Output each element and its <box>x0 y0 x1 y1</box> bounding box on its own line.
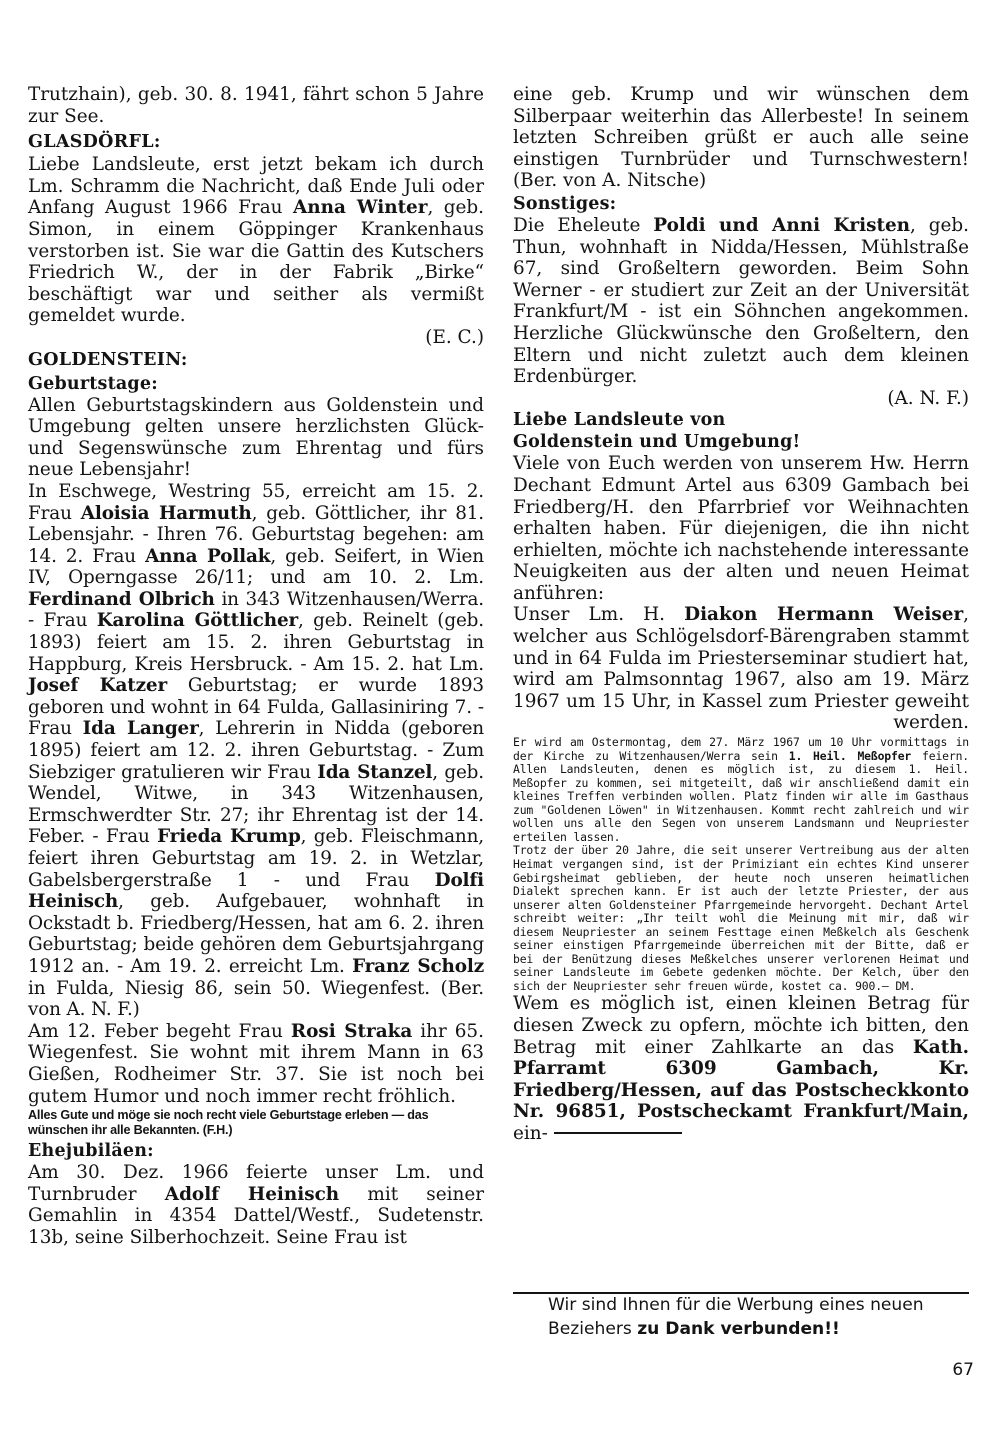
paragraph-trutzhain: Trutzhain), geb. 30. 8. 1941, fährt schon 5 Jahre zur See. <box>28 84 484 127</box>
name-franz-scholz: Franz Scholz <box>352 955 484 977</box>
paragraph-diakon-weiser: Unser Lm. H. Diakon Hermann Weiser, welcher aus Schlögelsdorf-Bärengraben stammt und in 64 Fulda im Priesterseminar studiert hat, wird am Palmsonntag 1967, also am 19. März 1967 um 15 Uhr, in Kassel zum Priester geweiht werden. <box>513 604 969 734</box>
name-anna-pollak: Anna Pollak <box>145 545 271 567</box>
heading-glasdoerfl: GLASDÖRFL: <box>28 132 161 153</box>
name-karolina-goettlicher: Karolina Göttlicher <box>96 610 299 632</box>
paragraph-ostermontag: Er wird am Ostermontag, dem 27. März 1967 um 10 Uhr vormittags in der Kirche zu Witzenhausen/Werra sein 1. Heil. Meßopfer feiern. Allen Landsleuten, denen es möglich ist, zu diesem 1. Heil. Meßopfer zu kommen, sei mitgeteilt, daß wir anschließend damit ein kleines Treffen verbinden wollen. Platz finden wir alle im Gasthaus zum "Goldenen Löwen" in Witzenhausen. Kommt recht zahlreich und wir wollen uns alle den Segen von unserem Landsmann und Neupriester erteilen lassen. <box>513 735 969 844</box>
paragraph-glasdoerfl: Liebe Landsleute, erst jetzt bekam ich durch Lm. Schramm die Nachricht, daß Ende Juli oder Anfang August 1966 Frau Anna Winter, geb. Simon, in einem Göppinger Krankenhaus verstorben ist. Sie war die Gattin des Kutschers Friedrich W., der in der Fabrik „Birke“ beschäftigt war und seither als vermißt gemeldet wurde. <box>28 154 485 327</box>
paragraph-pfarrbrief: Viele von Euch werden von unserem Hw. Herrn Dechant Edmunt Artel aus 6309 Gambach bei Friedberg/H. den Pfarrbrief vor Weihnachten erhalten haben. Für diejenigen, die ihn nicht erhielten, möchte ich nachstehende interessante Neuigkeiten aus der alten und neuen Heimat anführen: <box>513 453 969 604</box>
continuation-rule <box>554 1132 682 1134</box>
name-diakon-hermann-weiser: Diakon Hermann Weiser <box>684 604 964 626</box>
werbung-note: Wir sind Ihnen für die Werbung eines neuen Beziehers zu Dank verbunden!! <box>548 1295 924 1339</box>
text-pfarramt-konto: Kath. Pfarramt 6309 Gambach, Kr. Friedberg/Hessen, auf das Postscheckkonto Nr. 96851, Postscheckamt Frankfurt/Main, <box>513 1036 969 1123</box>
heading-geburtstage: Geburtstage: <box>28 373 158 394</box>
name-frieda-krump: Frieda Krump <box>157 826 301 848</box>
paragraph-primiziant: Trotz der über 20 Jahre, die seit unserer Vertreibung aus der alten Heimat vergangen sind, ist der Primiziant ein echtes Kind unserer Gebirgsheimat geblieben, der heute noch unseren heimatlichen Dialekt sprechen kann. Er ist auch der letzte Priester, der aus unserer alten Goldensteiner Pfarrgemeinde hervorgeht. Dechant Artel schreibt weiter: „Ihr teilt wohl die Meinung mit mir, daß wir diesem Neupriester an seinem Festtage einen Meßkelch als Geschenk seiner einstigen Pfarrgemeinde überreichen mit der Bitte, daß er bei der Benützung dieses Meßkelches unserer verlorenen Heimat und seiner Landsleute im Gebete gedenken möchte. Der Kelch, über den sich der Neupriester sehr freuen würde, kostet ca. 900.— DM. <box>513 843 969 993</box>
heading-goldenstein: GOLDENSTEIN: <box>28 349 188 370</box>
name-ida-stanzel: Ida Stanzel <box>317 761 433 783</box>
name-aloisia-harmuth: Aloisia Harmuth <box>80 502 252 524</box>
name-ida-langer: Ida Langer <box>82 718 199 740</box>
heading-sonstiges: Sonstiges: <box>513 193 617 214</box>
paragraph-greetings-fh: Alles Gute und möge sie noch recht viele Geburtstage erleben — das wünschen ihr alle Bekannten. (F.H.) <box>28 1108 429 1137</box>
left-column <box>28 84 484 1249</box>
name-ferdinand-olbrich: Ferdinand Olbrich <box>28 588 215 610</box>
name-dolfi-heinisch: Dolfi Heinisch <box>28 869 484 913</box>
name-adolf-heinisch: Adolf Heinisch <box>164 1183 340 1205</box>
signature-ec: (E. C.) <box>425 326 484 348</box>
text-heil-messopfer: 1. Heil. Meßopfer <box>788 748 912 763</box>
heading-ehejubilaeen: Ehejubiläen: <box>28 1141 154 1162</box>
right-column <box>513 84 969 1145</box>
paragraph-kristen: Die Eheleute Poldi und Anni Kristen, geb. Thun, wohnhaft in Nidda/Hessen, Mühlstraße 67, sind Großeltern geworden. Beim Sohn Werner - er studiert zur Zeit an der Universität Frankfurt/M - ist ein Söhnchen angekommen. Herzliche Glückwünsche den Großeltern, den Eltern und nicht zuletzt auch dem kleinen Erdenbürger. <box>513 214 969 388</box>
name-josef-katzer: Josef Katzer <box>28 675 167 697</box>
paragraph-rosi-straka: Am 12. Feber begeht Frau Rosi Straka ihr 65. Wiegenfest. Sie wohnt mit ihrem Mann in 63 Gießen, Rodheimer Str. 37. Sie ist noch bei gutem Humor und noch immer recht fröhlich. <box>28 1020 484 1107</box>
text-zu-dank-verbunden: zu Dank verbunden!! <box>637 1318 840 1339</box>
paragraph-ehejubilaeen: Am 30. Dez. 1966 feierte unser Lm. und Turnbruder Adolf Heinisch mit seiner Gemahlin in 4354 Dattel/Westf., Sudetenstr. 13b, seine Silberhochzeit. Seine Frau ist <box>28 1162 484 1248</box>
paragraph-spende: Wem es möglich ist, einen kleinen Betrag für diesen Zweck zu opfern, möchte ich bitten, den Betrag mit einer Zahlkarte an das Kath. Pfarramt 6309 Gambach, Kr. Friedberg/Hessen, auf das Postscheckkonto Nr. 96851, Postscheckamt Frankfurt/Main, ein- <box>513 993 969 1144</box>
heading-liebe-landsleute: Liebe Landsleute von Goldenstein und Umgebung! <box>513 410 801 453</box>
name-anna-winter: Anna Winter <box>292 197 428 219</box>
signature-anf: (A. N. F.) <box>887 387 969 409</box>
paragraph-birthdays: In Eschwege, Westring 55, erreicht am 15. 2. Frau Aloisia Harmuth, geb. Göttlicher, ihr 81. Lebensjahr. - Ihren 76. Geburtstag begehen: am 14. 2. Frau Anna Pollak, geb. Seifert, in Wien IV, Operngasse 26/11; und am 10. 2. Lm. Ferdinand Olbrich in 343 Witzenhausen/Werra. - Frau Karolina Göttlicher, geb. Reinelt (geb. 1893) feiert am 15. 2. ihren Geburtstag in Happburg, Kreis Hersbruck. - Am 15. 2. hat Lm. Josef Katzer Geburtstag; er wurde 1893 geboren und wohnt in 64 Fulda, Gallasiniring 7. - Frau Ida Langer, Lehrerin in Nidda (geboren 1895) feiert am 12. 2. ihren Geburtstag. - Zum Siebziger gratulieren wir Frau Ida Stanzel, geb. Wendel, Witwe, in 343 Witzenhausen, Ermschwerdter Str. 27; ihr Ehrentag ist der 14. Feber. - Frau Frieda Krump, geb. Fleischmann, feiert ihren Geburtstag am 19. 2. in Wetzlar, Gabelsbergerstraße 1 - und Frau Dolfi Heinisch, geb. Aufgebauer, wohnhaft in Ockstadt b. Friedberg/Hessen, hat am 6. 2. ihren Geburtstag; beide gehören dem Geburtsjahrgang 1912 an. - Am 19. 2. erreicht Lm. Franz Scholz in Fulda, Niesig 86, sein 50. Wiegenfest. (Ber. von A. N. F.) <box>28 480 485 1021</box>
paragraph-silberpaar: eine geb. Krump und wir wünschen dem Silberpaar weiterhin das Allerbeste! In seinem letzten Schreiben grüßt er auch alle seine einstigen Turnbrüder und Turnschwestern! (Ber. von A. Nitsche) <box>513 84 969 192</box>
name-poldi-anni-kristen: Poldi und Anni Kristen <box>653 214 911 236</box>
page-number: 67 <box>952 1360 974 1380</box>
paragraph-geburtstage-intro: Allen Geburtstagskindern aus Goldenstein und Umgebung gelten unsere herzlichsten Glück- und Segenswünsche zum Ehrentag und fürs neue Lebensjahr! <box>28 394 484 481</box>
name-rosi-straka: Rosi Straka <box>290 1020 413 1042</box>
